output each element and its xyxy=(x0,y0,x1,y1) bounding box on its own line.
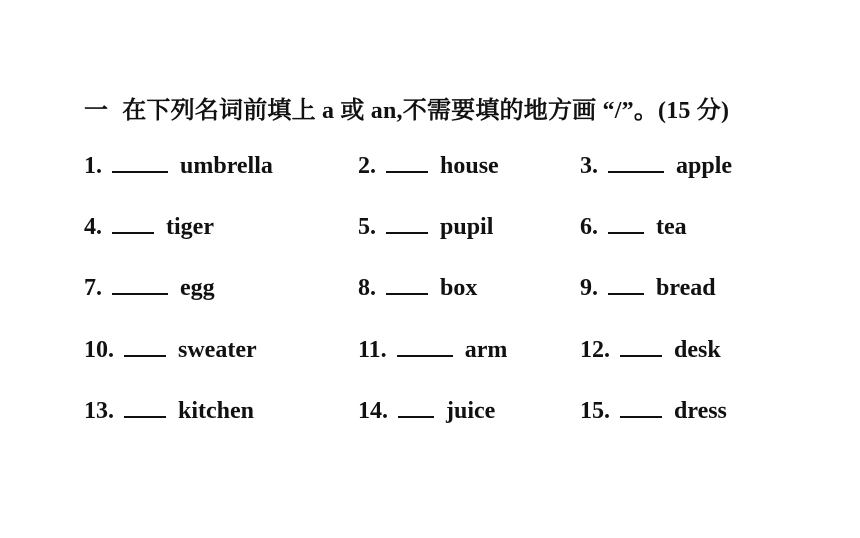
section-heading xyxy=(84,90,729,125)
answer-blank[interactable] xyxy=(608,171,664,173)
item-word: tea xyxy=(656,214,687,240)
exercise-item-5 xyxy=(358,214,493,241)
item-word: juice xyxy=(446,398,496,424)
exercise-item-15 xyxy=(580,398,727,425)
answer-blank[interactable] xyxy=(620,416,662,418)
exercise-item-3 xyxy=(580,153,732,180)
exercise-item-7 xyxy=(84,275,215,302)
item-number: 4. xyxy=(84,214,102,240)
item-word: house xyxy=(440,153,499,179)
exercise-item-14 xyxy=(358,398,495,425)
item-word: apple xyxy=(676,153,733,179)
item-word: kitchen xyxy=(178,398,255,424)
item-number: 12. xyxy=(580,337,610,363)
item-number: 9. xyxy=(580,275,598,301)
item-number: 14. xyxy=(358,398,388,424)
item-number: 8. xyxy=(358,275,376,301)
exercise-item-13 xyxy=(84,398,254,425)
exercise-item-2 xyxy=(358,153,499,180)
item-word: sweater xyxy=(178,337,257,363)
item-number: 10. xyxy=(84,337,114,363)
item-number: 11. xyxy=(358,337,387,363)
exercise-row-1 xyxy=(0,153,860,187)
item-word: egg xyxy=(180,275,215,301)
answer-blank[interactable] xyxy=(386,171,428,173)
answer-blank[interactable] xyxy=(124,416,166,418)
item-word: box xyxy=(440,275,478,301)
exercise-item-11 xyxy=(358,337,507,364)
item-word: bread xyxy=(656,275,716,301)
item-word: pupil xyxy=(440,214,494,240)
item-number: 6. xyxy=(580,214,598,240)
answer-blank[interactable] xyxy=(112,293,168,295)
answer-blank[interactable] xyxy=(608,232,644,234)
item-word: arm xyxy=(464,337,508,363)
section-number: 一 xyxy=(84,98,109,124)
answer-blank[interactable] xyxy=(386,293,428,295)
exercise-item-6 xyxy=(580,214,687,241)
exercise-item-8 xyxy=(358,275,477,302)
exercise-item-1 xyxy=(84,153,273,180)
answer-blank[interactable] xyxy=(112,171,168,173)
item-number: 1. xyxy=(84,153,102,179)
exercise-row-4 xyxy=(0,337,860,371)
item-number: 5. xyxy=(358,214,376,240)
item-word: dress xyxy=(674,398,727,424)
item-word: umbrella xyxy=(180,153,273,179)
exercise-row-5 xyxy=(0,398,860,432)
answer-blank[interactable] xyxy=(112,232,154,234)
answer-blank[interactable] xyxy=(397,355,453,357)
item-word: desk xyxy=(674,337,721,363)
section-instruction: 在下列名词前填上 a 或 an,不需要填的地方画 “/”。(15 分) xyxy=(122,98,730,124)
item-number: 15. xyxy=(580,398,610,424)
answer-blank[interactable] xyxy=(386,232,428,234)
item-word: tiger xyxy=(166,214,214,240)
exercise-item-4 xyxy=(84,214,214,241)
exercise-item-9 xyxy=(580,275,716,302)
exercise-row-3 xyxy=(0,275,860,309)
exercise-item-12 xyxy=(580,337,721,364)
answer-blank[interactable] xyxy=(124,355,166,357)
exercise-item-10 xyxy=(84,337,257,364)
answer-blank[interactable] xyxy=(608,293,644,295)
item-number: 13. xyxy=(84,398,114,424)
item-number: 3. xyxy=(580,153,598,179)
answer-blank[interactable] xyxy=(398,416,434,418)
item-number: 7. xyxy=(84,275,102,301)
exercise-row-2 xyxy=(0,214,860,248)
answer-blank[interactable] xyxy=(620,355,662,357)
item-number: 2. xyxy=(358,153,376,179)
